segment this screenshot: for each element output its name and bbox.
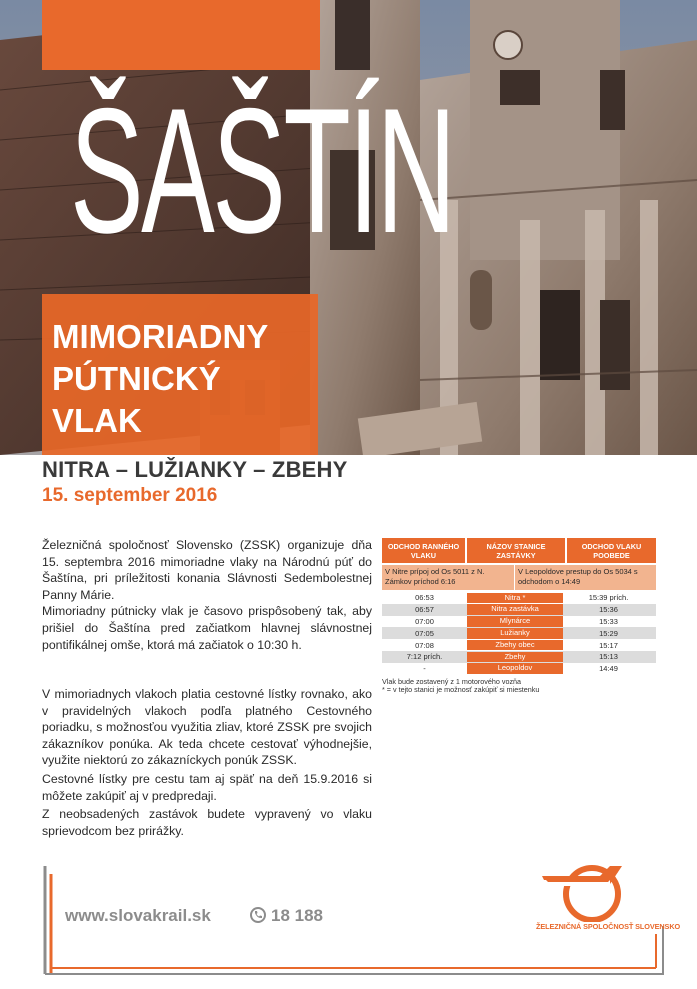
route-heading: NITRA – LUŽIANKY – ZBEHY bbox=[42, 457, 348, 482]
title-text: ŠAŠTÍN bbox=[70, 71, 454, 270]
afternoon-time: 15:33 bbox=[599, 616, 618, 626]
table-row bbox=[382, 663, 656, 675]
station-name: Zbehy bbox=[467, 652, 563, 663]
header-station: NÁZOV STANICE ZASTÁVKY bbox=[467, 538, 565, 563]
table-row bbox=[382, 627, 656, 639]
zssk-logo-icon bbox=[540, 862, 630, 922]
afternoon-time: 15:39 prích. bbox=[588, 593, 629, 603]
timetable bbox=[382, 538, 656, 695]
morning-time: 7:12 prích. bbox=[406, 652, 443, 662]
paragraph: Mimoriadny pútnicky vlak je časovo prispôsobený tak, aby prišiel do Šaštína pred začiatkom hlavnej slávnostnej pontifikálnej omše, ktorá má začiatok o 10:30 h. bbox=[42, 604, 372, 652]
station-name: Zbehy obec bbox=[467, 640, 563, 651]
morning-time: 06:53 bbox=[415, 593, 434, 603]
subtitle-line: VLAK bbox=[52, 402, 142, 439]
subtitle-line: PÚTNICKÝ bbox=[52, 360, 221, 397]
station-name: Mlynárce bbox=[467, 616, 563, 627]
footnote: * = v tejto stanici je možnosť zakúpiť si miestenku bbox=[382, 685, 540, 695]
header-morning: ODCHOD RANNÉHO VLAKU bbox=[382, 538, 465, 563]
afternoon-time: 15:17 bbox=[599, 640, 618, 650]
morning-time: 07:00 bbox=[415, 616, 434, 626]
timetable-rows bbox=[382, 592, 656, 675]
intro-text bbox=[42, 537, 372, 653]
table-row bbox=[382, 616, 656, 628]
subtitle bbox=[52, 316, 268, 442]
afternoon-time: 15:13 bbox=[599, 652, 618, 662]
timetable-header bbox=[382, 538, 656, 563]
phone-icon bbox=[250, 907, 266, 923]
header-afternoon: ODCHOD VLAKU POOBEDE bbox=[567, 538, 656, 563]
phone-number[interactable]: 18 188 bbox=[271, 906, 323, 925]
info-text bbox=[42, 686, 372, 841]
timetable-notes bbox=[382, 565, 656, 590]
afternoon-time: 14:49 bbox=[599, 664, 618, 674]
paragraph: V mimoriadnych vlakoch platia cestovné lístky rovnako, ako v pravidelných vlakoch podľa platného Cestovného poriadku, s možnosťou využitia zliav, ktoré ZSSK pre svojich zákazníkov ponúka. Ak teda chcete cestovať výhodnejšie, využite niektorú zo zákazníckych ponúk ZSSK. bbox=[42, 687, 372, 768]
table-row bbox=[382, 592, 656, 604]
morning-time: 06:57 bbox=[415, 605, 434, 615]
morning-time: - bbox=[423, 664, 426, 674]
station-name: Lužianky bbox=[467, 628, 563, 639]
website-link[interactable]: www.slovakrail.sk bbox=[65, 906, 211, 925]
afternoon-time: 15:36 bbox=[599, 605, 618, 615]
station-name: Nitra * bbox=[467, 593, 563, 604]
company-name: ŽELEZNIČNÁ SPOLOČNOSŤ SLOVENSKO bbox=[536, 922, 681, 931]
note-transfer: V Leopoldove prestup do Os 5034 s odchodom o 14:49 bbox=[518, 567, 638, 586]
station-name: Nitra zastávka bbox=[467, 604, 563, 615]
station-name: Leopoldov bbox=[467, 663, 563, 674]
table-row bbox=[382, 604, 656, 616]
paragraph: Železničná spoločnosť Slovensko (ZSSK) organizuje dňa 15. septembra 2016 mimoriadne vlaky na Národnú púť do Šaštína, pri príležitosti konania Slávnosti Sedembolestnej Panny Márie. bbox=[42, 538, 372, 602]
note-connection: V Nitre prípoj od Os 5011 z N. Zámkov príchod 6:16 bbox=[382, 565, 515, 590]
afternoon-time: 15:29 bbox=[599, 628, 618, 638]
paragraph: Z neobsadených zastávok budete vypravený vo vlaku sprievodcom bez prirážky. bbox=[42, 807, 372, 838]
paragraph: Cestovné lístky pre cestu tam aj späť na deň 15.9.2016 si môžete zakúpiť aj v predpredaji. bbox=[42, 771, 372, 803]
table-row bbox=[382, 651, 656, 663]
footnote: Vlak bude zostavený z 1 motorového vozňa bbox=[382, 676, 522, 686]
morning-time: 07:05 bbox=[415, 628, 434, 638]
timetable-footnotes bbox=[382, 678, 656, 695]
subtitle-line: MIMORIADNY bbox=[52, 318, 269, 355]
page-title bbox=[27, 62, 454, 302]
morning-time: 07:08 bbox=[415, 640, 434, 650]
top-accent-bar bbox=[42, 0, 320, 70]
table-row bbox=[382, 639, 656, 651]
event-date: 15. september 2016 bbox=[42, 485, 218, 506]
